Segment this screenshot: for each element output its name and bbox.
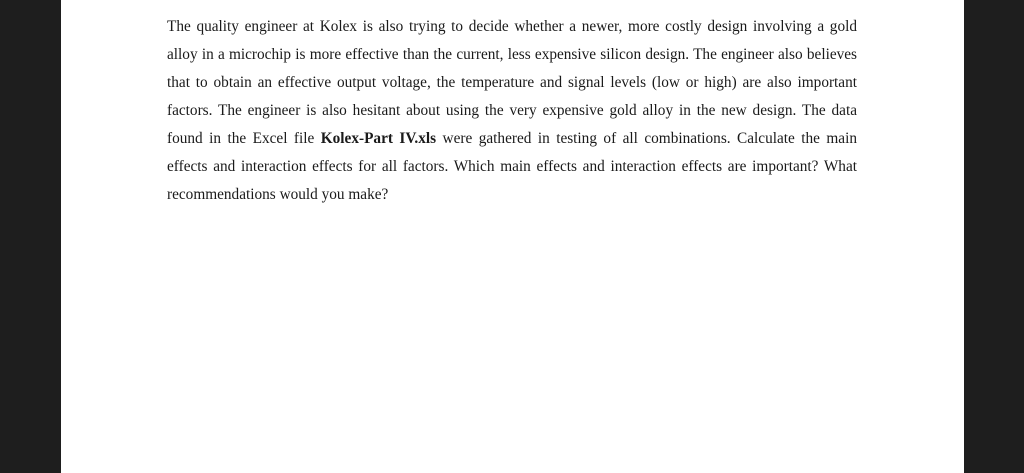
paragraph-text-part1: The quality engineer at Kolex is also trying to decide whether a newer, more costly design involving a gold alloy in a microchip is more effective than the current, less expensive silicon design. The engineer also believes that to obtain an effective output voltage, the temperature and signal levels (low or high) are also important factors. The engineer is also hesitant about using the very expensive gold alloy in the new design. The data found in the Excel file: [167, 18, 857, 147]
problem-paragraph: [167, 13, 857, 209]
excel-filename: Kolex-Part IV.xls: [320, 130, 437, 147]
paragraph-text-part2: were gathered in testing of all combinations. Calculate the main effects and interaction effects for all factors. Which main effects and interaction effects are important? What recommendations would you make?: [167, 130, 857, 203]
document-page: [61, 0, 964, 473]
